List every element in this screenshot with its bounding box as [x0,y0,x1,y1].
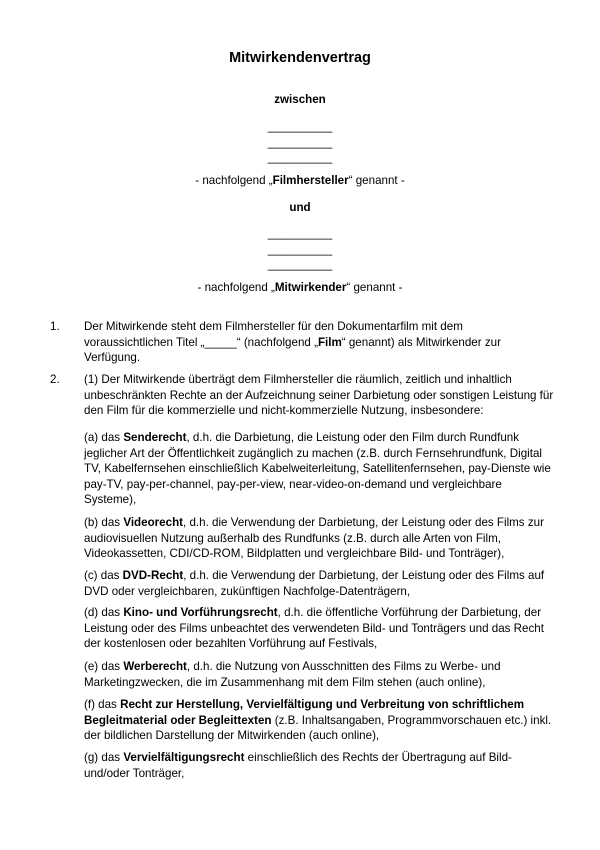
party1-label-prefix: - nachfolgend „ [195,174,273,187]
clause-number: 2. [50,373,60,386]
clause-text-part: Der Mitwirkende steht dem Filmhersteller für den Dokumentarfilm mit dem voraussichtlichen Titel „_____“ (nachfolgend „ [84,320,463,349]
party2-blank-line: __________ [267,227,333,240]
clause-intro: (1) Der Mitwirkende überträgt dem Filmhersteller die räumlich, zeitlich und inhaltlich unbeschränkten Rechte an der Aufzeichnung seiner Darbietung oder sonstigen Leistung für den Film für die kommerzielle und nicht-kommerzielle Nutzung, insbesondere: [84,373,554,418]
clause-1 [50,319,550,367]
party1-blank-line: __________ [267,135,333,149]
subclause-e [84,659,554,690]
right-name: Vervielfältigungsrecht [123,751,245,764]
party1-blank-line: __________ [267,151,333,164]
subclause-text: einschließlich des Rechts der Übertragung auf Bild- und/oder Tonträger, [84,751,512,780]
party1-blank-line: __________ [267,120,333,133]
subclause-b [84,515,554,562]
party1-label-suffix: “ genannt - [348,174,405,187]
subclause-a [84,430,554,508]
right-name: Videorecht [123,516,184,529]
subclause-text: , d.h. die Darbietung, die Leistung oder den Film durch Rundfunk jeglicher Art der Öffentlichkeit zugänglich zu machen (z.B. durch Fernsehrundfunk, Digital TV, Kabelfernsehen einschließlich Kabelweiterleitung, Satellitenfernsehen, pay-Dienste wie pay-TV, pay-per-channel, pay-per-view, near-video-on-demand und vergleichbare Systeme), [84,431,551,507]
right-name: Senderecht [123,431,187,444]
party2-blank-line: __________ [267,242,333,256]
party2-label-suffix: “ genannt - [346,281,403,294]
party1-blanks [0,119,600,166]
subclause-g [84,750,554,781]
right-name: Kino- und Vorführungsrecht [123,606,278,619]
party1-designation [0,173,600,189]
document-title: Mitwirkendenvertrag [229,50,371,66]
film-term: Film [317,335,342,349]
subclause-prefix: (a) das [84,431,124,444]
party2-label-prefix: - nachfolgend „ [197,281,275,294]
party2-label-term: Mitwirkender [274,281,347,294]
clause-text [84,319,554,366]
right-name: Recht zur Herstellung, Vervielfältigung und Verbreitung von schriftlichem Begleitmaterial oder Begleittexten [84,698,524,727]
subclause-c [84,568,554,599]
subclause-text: (z.B. Inhaltsangaben, Programmvorschauen etc.) inkl. der bildlichen Darstellung der Mitwirkenden (auch online), [84,713,552,743]
subclause-prefix: (e) das [84,660,124,673]
clause-text-part: “ genannt) als Mitwirkender zur Verfügung. [84,335,501,365]
party2-blanks [0,226,600,273]
subclause-prefix: (d) das [84,606,124,619]
party2-blank-line: __________ [267,258,333,271]
subclause-prefix: (g) das [84,751,124,764]
subclause-prefix: (f) das [84,698,121,711]
subclause-prefix: (b) das [84,516,124,529]
and-label: und [289,201,311,214]
between-label: zwischen [274,93,326,106]
subclause-d [84,605,554,652]
subclause-text: , d.h. die öffentliche Vorführung der Darbietung, der Leistung oder des Films unbeachtet des verwendeten Bild- und Tonträgers und das Recht der kostenlosen oder bezahlten Vorführung auf Festivals, [84,606,544,651]
party2-designation [0,280,600,296]
party1-label-term: Filmhersteller [272,174,349,187]
subclause-text: , d.h. die Verwendung der Darbietung, der Leistung oder des Films auf DVD oder vergleichbaren, zukünftigen Nachfolge-Datenträgern, [84,569,545,598]
clause-2 [50,372,554,422]
subclause-prefix: (c) das [84,569,123,582]
subclause-f [84,697,554,744]
right-name: DVD-Recht [122,569,184,582]
subclause-text: , d.h. die Nutzung von Ausschnitten des Films zu Werbe- und Marketingzwecken, die im Zusammenhang mit dem Film stehen (auch online), [84,660,501,689]
right-name: Werberecht [123,660,187,673]
subclause-text: , d.h. die Verwendung der Darbietung, der Leistung oder des Films zur audiovisuellen Nutzung außerhalb des Rundfunks (z.B. durch alle Arten von Film, Videokassetten, CDI/CD-ROM, Bildplatten und vergleichbare Bild- und Tonträger), [84,516,544,561]
clause-number: 1. [50,320,60,333]
